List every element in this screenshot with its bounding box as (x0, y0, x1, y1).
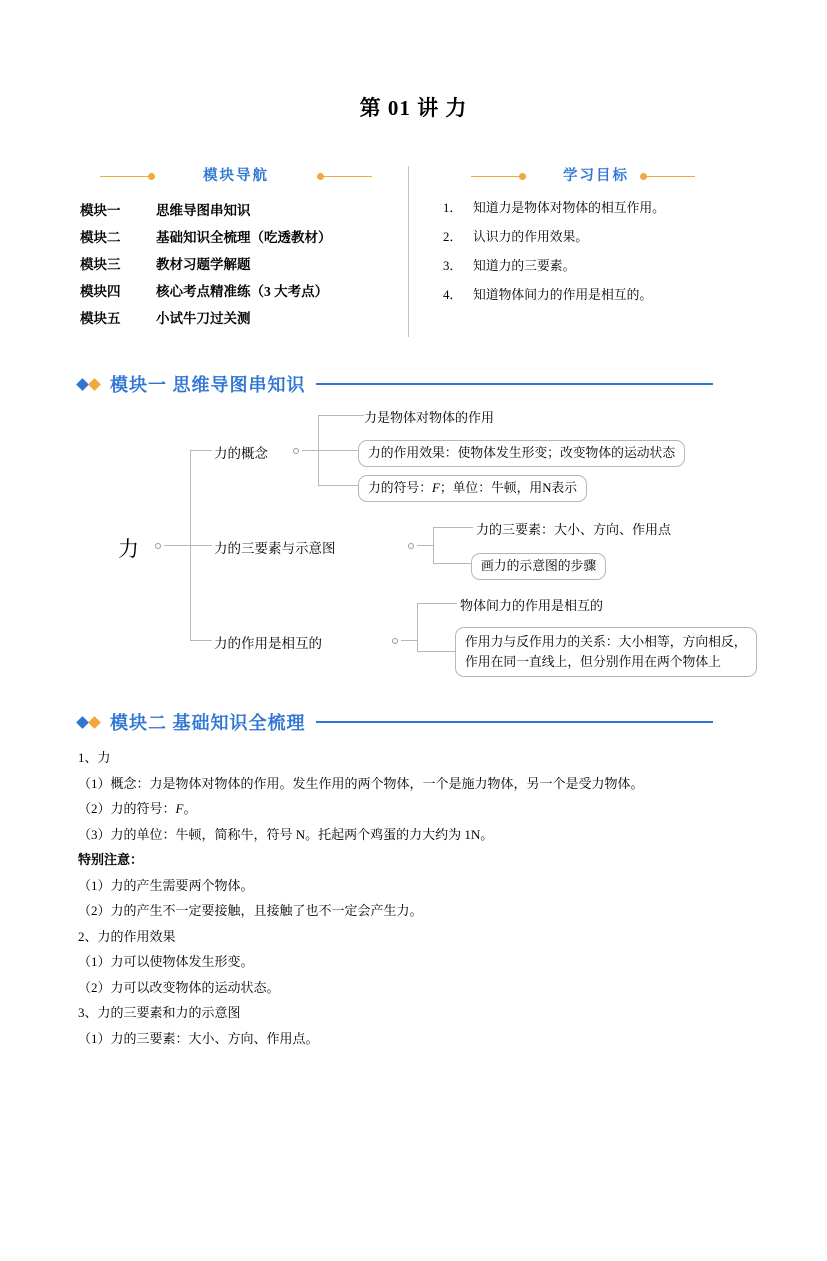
mindmap-leaf-box: 力的符号：F；单位：牛顿，用N表示 (358, 475, 587, 502)
mindmap-branch-label: 力的三要素与示意图 (214, 541, 336, 556)
mindmap-leaf: 力是物体对物体的作用 (364, 410, 495, 425)
mindmap-connector (190, 545, 212, 546)
mindmap-branch-dot (392, 638, 398, 644)
document-page (0, 92, 827, 1261)
mindmap-branch-label: 力的概念 (214, 446, 268, 461)
module-number: 模块二 (80, 230, 121, 245)
mindmap-connector (164, 545, 190, 546)
mindmap-leaf: 物体间力的作用是相互的 (460, 598, 604, 613)
goal-list (443, 200, 749, 303)
mindmap-connector (433, 527, 434, 563)
mindmap-branch-label: 力的作用是相互的 (214, 636, 322, 651)
learning-goals-heading-text: 学习目标 (563, 168, 629, 184)
paragraph: 2、力的作用效果 (78, 928, 176, 944)
mindmap-connector (302, 450, 318, 451)
header-panels (78, 166, 749, 337)
paragraph: 1、力 (78, 750, 111, 765)
mindmap-leaf: 力的三要素：大小、方向、作用点 (476, 522, 672, 537)
module-nav-heading-text: 模块导航 (203, 168, 269, 184)
paragraph: （3）力的单位：牛顿，简称牛，符号 N。托起两个鸡蛋的力大约为 1N。 (78, 826, 494, 842)
section-title: 模块二 基础知识全梳理 (110, 713, 306, 733)
goal-label: 知道力的三要素。 (473, 259, 576, 273)
list-item (443, 200, 749, 216)
module-number: 模块三 (80, 257, 121, 272)
mindmap-root: 力 (118, 537, 139, 561)
diamond-icon (78, 718, 102, 727)
paragraph: （1）力的三要素：大小、方向、作用点。 (78, 1030, 319, 1046)
section-rule (316, 383, 714, 385)
section-title: 模块一 思维导图串知识 (110, 375, 306, 395)
paragraph: （1）力的产生需要两个物体。 (78, 877, 254, 893)
mindmap-connector (318, 415, 364, 416)
list-item (443, 258, 749, 274)
mindmap-connector (417, 603, 457, 604)
module-nav-heading (78, 166, 394, 186)
module-label: 小试牛刀过关测 (156, 311, 251, 326)
module-number: 模块一 (80, 203, 121, 218)
mindmap-connector (417, 651, 457, 652)
mindmap-connector (401, 640, 417, 641)
goal-label: 认识力的作用效果。 (473, 230, 589, 244)
module-label: 核心考点精准练（3 大考点） (156, 284, 329, 299)
section-heading-module-2 (78, 709, 749, 735)
mindmap (78, 405, 749, 705)
page-title: 第 01 讲 力 (359, 96, 468, 120)
module-nav-panel (78, 166, 408, 337)
decor-dot-left (519, 173, 526, 180)
paragraph: 特别注意： (78, 852, 144, 867)
list-item (80, 310, 394, 327)
list-item (443, 229, 749, 245)
mindmap-connector (433, 527, 473, 528)
list-item (443, 287, 749, 303)
goal-label: 知道力是物体对物体的相互作用。 (473, 201, 665, 215)
section-rule (316, 721, 714, 723)
paragraph: 3、力的三要素和力的示意图 (78, 1005, 241, 1020)
goal-number: 3． (443, 259, 463, 273)
module-label: 思维导图串知识 (156, 203, 251, 218)
list-item (80, 202, 394, 219)
module-label: 基础知识全梳理（吃透教材） (156, 230, 332, 245)
mindmap-leaf-box: 力的作用效果：使物体发生形变；改变物体的运动状态 (358, 440, 685, 467)
paragraph: （2）力可以改变物体的运动状态。 (78, 979, 280, 995)
mindmap-connector (190, 450, 212, 451)
mindmap-branch-dot (293, 448, 299, 454)
mindmap-connector (417, 545, 433, 546)
goal-number: 4． (443, 288, 463, 302)
learning-goals-panel (408, 166, 749, 337)
section-heading-module-1 (78, 371, 749, 397)
paragraph: （2）力的符号：F。 (78, 801, 197, 816)
mindmap-connector (417, 603, 418, 651)
paragraph: （2）力的产生不一定要接触，且接触了也不一定会产生力。 (78, 903, 423, 918)
goal-number: 1． (443, 201, 463, 215)
decor-dot-left (148, 173, 155, 180)
decor-line-left (100, 176, 152, 177)
module-number: 模块四 (80, 284, 121, 299)
goal-label: 知道物体间力的作用是相互的。 (473, 288, 653, 302)
learning-goals-heading (443, 166, 749, 186)
decor-line-right (643, 176, 695, 177)
mindmap-root-dot (155, 543, 161, 549)
list-item (80, 256, 394, 273)
mindmap-branch-dot (408, 543, 414, 549)
section-2-body (78, 745, 749, 1051)
goal-number: 2． (443, 230, 463, 244)
list-item (80, 229, 394, 246)
module-list (78, 202, 394, 327)
mindmap-leaf-box: 作用力与反作用力的关系：大小相等，方向相反， 作用在同一直线上，但分别作用在两个物体上 (455, 627, 757, 677)
mindmap-connector (433, 563, 473, 564)
list-item (80, 283, 394, 300)
decor-line-left (471, 176, 523, 177)
mindmap-connector (190, 640, 212, 641)
module-number: 模块五 (80, 311, 121, 326)
diamond-icon (78, 380, 102, 389)
paragraph: （1）力可以使物体发生形变。 (78, 954, 254, 969)
paragraph: （1）概念：力是物体对物体的作用。发生作用的两个物体，一个是施力物体，另一个是受力物体。 (78, 775, 644, 791)
mindmap-leaf-box: 画力的示意图的步骤 (471, 553, 606, 580)
module-label: 教材习题学解题 (156, 257, 251, 272)
decor-line-right (320, 176, 372, 177)
